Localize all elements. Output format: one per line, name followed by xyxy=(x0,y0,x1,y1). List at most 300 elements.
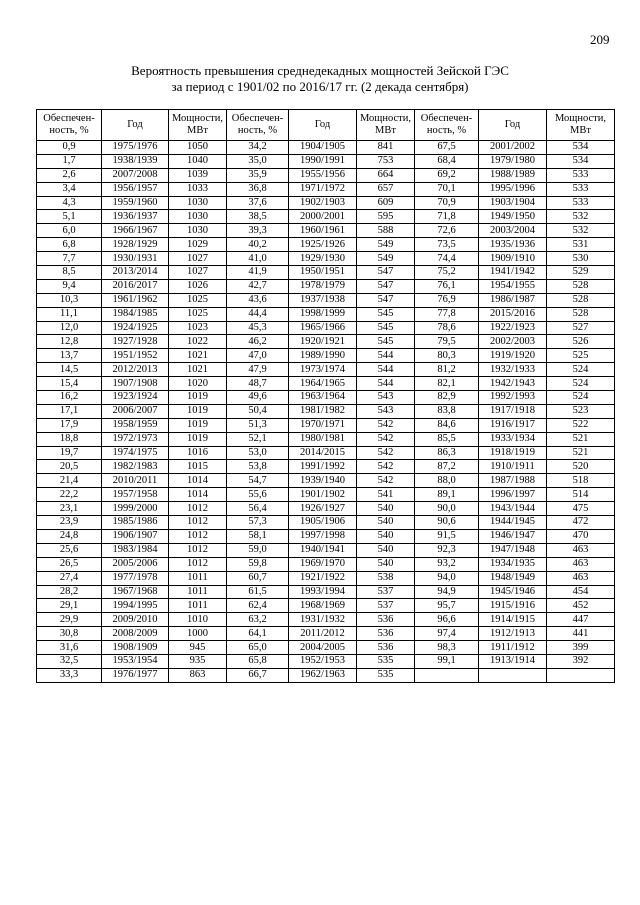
probability-cell: 84,6 xyxy=(415,418,479,432)
probability-cell: 17,9 xyxy=(37,418,102,432)
year-cell: 1903/1904 xyxy=(479,196,547,210)
power-cell: 537 xyxy=(357,585,415,599)
title-line-1: Вероятность превышения среднедекадных мощностей Зейской ГЭС xyxy=(131,63,509,78)
probability-cell: 15,4 xyxy=(37,377,102,391)
power-cell: 521 xyxy=(547,446,615,460)
year-cell: 1991/1992 xyxy=(289,460,357,474)
year-cell: 1973/1974 xyxy=(289,363,357,377)
power-cell: 1012 xyxy=(169,557,227,571)
power-cell: 1011 xyxy=(169,571,227,585)
year-cell: 1986/1987 xyxy=(479,293,547,307)
probability-cell: 1,7 xyxy=(37,154,102,168)
probability-cell: 74,4 xyxy=(415,252,479,266)
power-cell: 1025 xyxy=(169,293,227,307)
power-cell: 540 xyxy=(357,557,415,571)
table-row xyxy=(37,488,615,502)
year-cell: 1926/1927 xyxy=(289,502,357,516)
header-power-1: Мощности, МВт xyxy=(169,110,227,141)
power-cell: 1019 xyxy=(169,418,227,432)
year-cell: 1927/1928 xyxy=(102,335,169,349)
power-cell: 536 xyxy=(357,641,415,655)
table-row xyxy=(37,474,615,488)
probability-cell: 90,6 xyxy=(415,516,479,530)
probability-cell: 83,8 xyxy=(415,404,479,418)
year-cell: 2014/2015 xyxy=(289,446,357,460)
year-cell: 1992/1993 xyxy=(479,391,547,405)
title-line-2: за период с 1901/02 по 2016/17 гг. (2 декада сентября) xyxy=(171,79,469,94)
probability-cell: 70,1 xyxy=(415,182,479,196)
power-cell: 664 xyxy=(357,168,415,182)
power-cell: 543 xyxy=(357,404,415,418)
probability-cell: 19,7 xyxy=(37,446,102,460)
power-cell: 1027 xyxy=(169,252,227,266)
year-cell: 1902/1903 xyxy=(289,196,357,210)
probability-table xyxy=(36,109,615,683)
year-cell: 1914/1915 xyxy=(479,613,547,627)
probability-cell: 16,2 xyxy=(37,391,102,405)
power-cell: 1019 xyxy=(169,432,227,446)
power-cell: 1030 xyxy=(169,224,227,238)
table-body xyxy=(37,141,615,683)
year-cell: 2005/2006 xyxy=(102,557,169,571)
year-cell: 2003/2004 xyxy=(479,224,547,238)
power-cell: 524 xyxy=(547,391,615,405)
probability-cell: 34,2 xyxy=(227,141,289,155)
probability-cell: 89,1 xyxy=(415,488,479,502)
probability-cell: 70,9 xyxy=(415,196,479,210)
power-cell: 522 xyxy=(547,418,615,432)
year-cell: 1911/1912 xyxy=(479,641,547,655)
year-cell: 1901/1902 xyxy=(289,488,357,502)
probability-cell: 48,7 xyxy=(227,377,289,391)
power-cell: 1030 xyxy=(169,196,227,210)
power-cell: 1019 xyxy=(169,391,227,405)
probability-cell: 22,2 xyxy=(37,488,102,502)
power-cell: 1039 xyxy=(169,168,227,182)
power-cell: 547 xyxy=(357,279,415,293)
probability-cell: 57,3 xyxy=(227,516,289,530)
probability-cell: 4,3 xyxy=(37,196,102,210)
year-cell: 1951/1952 xyxy=(102,349,169,363)
probability-cell: 23,1 xyxy=(37,502,102,516)
power-cell: 533 xyxy=(547,182,615,196)
table-row xyxy=(37,599,615,613)
power-cell: 542 xyxy=(357,474,415,488)
year-cell: 1938/1939 xyxy=(102,154,169,168)
probability-cell: 42,7 xyxy=(227,279,289,293)
year-cell: 1910/1911 xyxy=(479,460,547,474)
power-cell: 537 xyxy=(357,599,415,613)
year-cell: 1949/1950 xyxy=(479,210,547,224)
power-cell: 524 xyxy=(547,377,615,391)
power-cell: 524 xyxy=(547,363,615,377)
probability-cell: 33,3 xyxy=(37,668,102,682)
year-cell: 1947/1948 xyxy=(479,543,547,557)
power-cell: 1050 xyxy=(169,141,227,155)
year-cell: 1940/1941 xyxy=(289,543,357,557)
probability-cell: 56,4 xyxy=(227,502,289,516)
year-cell xyxy=(479,668,547,682)
power-cell: 1029 xyxy=(169,238,227,252)
probability-cell: 93,2 xyxy=(415,557,479,571)
year-cell: 1941/1942 xyxy=(479,266,547,280)
year-cell: 1956/1957 xyxy=(102,182,169,196)
year-cell: 1915/1916 xyxy=(479,599,547,613)
power-cell: 1030 xyxy=(169,210,227,224)
power-cell: 1014 xyxy=(169,474,227,488)
table-header-row xyxy=(37,110,615,141)
power-cell: 841 xyxy=(357,141,415,155)
year-cell: 1976/1977 xyxy=(102,668,169,682)
year-cell: 1996/1997 xyxy=(479,488,547,502)
probability-cell: 35,9 xyxy=(227,168,289,182)
probability-cell: 10,3 xyxy=(37,293,102,307)
year-cell: 1999/2000 xyxy=(102,502,169,516)
power-cell: 536 xyxy=(357,627,415,641)
power-cell: 528 xyxy=(547,279,615,293)
year-cell: 1962/1963 xyxy=(289,668,357,682)
table-row xyxy=(37,585,615,599)
year-cell: 1936/1937 xyxy=(102,210,169,224)
year-cell: 1922/1923 xyxy=(479,321,547,335)
probability-cell: 44,4 xyxy=(227,307,289,321)
probability-cell: 60,7 xyxy=(227,571,289,585)
power-cell: 549 xyxy=(357,252,415,266)
power-cell: 536 xyxy=(357,613,415,627)
header-year-2: Год xyxy=(289,110,357,141)
power-cell: 540 xyxy=(357,502,415,516)
year-cell: 1918/1919 xyxy=(479,446,547,460)
probability-cell: 38,5 xyxy=(227,210,289,224)
power-cell: 543 xyxy=(357,391,415,405)
probability-cell: 94,9 xyxy=(415,585,479,599)
year-cell: 1948/1949 xyxy=(479,571,547,585)
probability-cell: 99,1 xyxy=(415,654,479,668)
table-row xyxy=(37,266,615,280)
probability-cell: 7,7 xyxy=(37,252,102,266)
year-cell: 1957/1958 xyxy=(102,488,169,502)
table-row xyxy=(37,377,615,391)
table-row xyxy=(37,543,615,557)
probability-cell: 72,6 xyxy=(415,224,479,238)
probability-cell: 24,8 xyxy=(37,529,102,543)
probability-cell: 37,6 xyxy=(227,196,289,210)
power-cell: 1000 xyxy=(169,627,227,641)
table-row xyxy=(37,224,615,238)
year-cell: 1961/1962 xyxy=(102,293,169,307)
year-cell: 2001/2002 xyxy=(479,141,547,155)
probability-cell: 25,6 xyxy=(37,543,102,557)
year-cell: 1928/1929 xyxy=(102,238,169,252)
power-cell: 1023 xyxy=(169,321,227,335)
table-row xyxy=(37,446,615,460)
probability-cell: 51,3 xyxy=(227,418,289,432)
year-cell: 1967/1968 xyxy=(102,585,169,599)
year-cell: 1942/1943 xyxy=(479,377,547,391)
power-cell: 520 xyxy=(547,460,615,474)
probability-cell: 95,7 xyxy=(415,599,479,613)
year-cell: 1905/1906 xyxy=(289,516,357,530)
probability-cell: 79,5 xyxy=(415,335,479,349)
year-cell: 1943/1944 xyxy=(479,502,547,516)
power-cell: 526 xyxy=(547,335,615,349)
power-cell: 547 xyxy=(357,266,415,280)
year-cell: 1960/1961 xyxy=(289,224,357,238)
probability-cell: 45,3 xyxy=(227,321,289,335)
table-row xyxy=(37,196,615,210)
year-cell: 1966/1967 xyxy=(102,224,169,238)
power-cell: 441 xyxy=(547,627,615,641)
year-cell: 1979/1980 xyxy=(479,154,547,168)
power-cell: 1016 xyxy=(169,446,227,460)
probability-cell: 86,3 xyxy=(415,446,479,460)
power-cell: 1010 xyxy=(169,613,227,627)
power-cell: 863 xyxy=(169,668,227,682)
probability-cell: 62,4 xyxy=(227,599,289,613)
year-cell: 1944/1945 xyxy=(479,516,547,530)
year-cell: 1959/1960 xyxy=(102,196,169,210)
year-cell: 1935/1936 xyxy=(479,238,547,252)
power-cell: 535 xyxy=(357,668,415,682)
year-cell: 2000/2001 xyxy=(289,210,357,224)
probability-cell: 75,2 xyxy=(415,266,479,280)
table-row xyxy=(37,335,615,349)
table-row xyxy=(37,363,615,377)
probability-cell: 92,3 xyxy=(415,543,479,557)
year-cell: 1931/1932 xyxy=(289,613,357,627)
year-cell: 1946/1947 xyxy=(479,529,547,543)
power-cell: 542 xyxy=(357,446,415,460)
document-title xyxy=(0,63,640,95)
power-cell: 753 xyxy=(357,154,415,168)
year-cell: 2011/2012 xyxy=(289,627,357,641)
power-cell: 1027 xyxy=(169,266,227,280)
year-cell: 2004/2005 xyxy=(289,641,357,655)
year-cell: 1958/1959 xyxy=(102,418,169,432)
probability-cell: 39,3 xyxy=(227,224,289,238)
probability-cell: 82,9 xyxy=(415,391,479,405)
table-row xyxy=(37,516,615,530)
power-cell: 1022 xyxy=(169,335,227,349)
probability-cell: 87,2 xyxy=(415,460,479,474)
probability-cell: 6,8 xyxy=(37,238,102,252)
power-cell: 527 xyxy=(547,321,615,335)
probability-cell: 9,4 xyxy=(37,279,102,293)
power-cell: 1011 xyxy=(169,599,227,613)
probability-cell: 53,0 xyxy=(227,446,289,460)
probability-cell: 85,5 xyxy=(415,432,479,446)
year-cell: 1969/1970 xyxy=(289,557,357,571)
year-cell: 1985/1986 xyxy=(102,516,169,530)
probability-cell: 71,8 xyxy=(415,210,479,224)
power-cell: 544 xyxy=(357,377,415,391)
year-cell: 1933/1934 xyxy=(479,432,547,446)
probability-cell: 32,5 xyxy=(37,654,102,668)
probability-cell: 23,9 xyxy=(37,516,102,530)
power-cell: 544 xyxy=(357,363,415,377)
year-cell: 1923/1924 xyxy=(102,391,169,405)
power-cell: 1026 xyxy=(169,279,227,293)
probability-cell: 96,6 xyxy=(415,613,479,627)
probability-cell: 69,2 xyxy=(415,168,479,182)
power-cell: 945 xyxy=(169,641,227,655)
power-cell: 532 xyxy=(547,210,615,224)
year-cell: 1924/1925 xyxy=(102,321,169,335)
probability-cell: 29,1 xyxy=(37,599,102,613)
table-row xyxy=(37,557,615,571)
power-cell xyxy=(547,668,615,682)
year-cell: 2013/2014 xyxy=(102,266,169,280)
probability-cell: 77,8 xyxy=(415,307,479,321)
power-cell: 531 xyxy=(547,238,615,252)
year-cell: 1954/1955 xyxy=(479,279,547,293)
power-cell: 392 xyxy=(547,654,615,668)
probability-cell: 8,5 xyxy=(37,266,102,280)
year-cell: 1909/1910 xyxy=(479,252,547,266)
probability-cell: 66,7 xyxy=(227,668,289,682)
table-row xyxy=(37,654,615,668)
probability-cell: 36,8 xyxy=(227,182,289,196)
power-cell: 529 xyxy=(547,266,615,280)
probability-cell: 73,5 xyxy=(415,238,479,252)
power-cell: 595 xyxy=(357,210,415,224)
probability-cell: 76,1 xyxy=(415,279,479,293)
table-row xyxy=(37,668,615,682)
header-year-3: Год xyxy=(479,110,547,141)
power-cell: 1012 xyxy=(169,516,227,530)
power-cell: 1011 xyxy=(169,585,227,599)
probability-cell: 78,6 xyxy=(415,321,479,335)
table-row xyxy=(37,154,615,168)
power-cell: 544 xyxy=(357,349,415,363)
table-row xyxy=(37,404,615,418)
power-cell: 1021 xyxy=(169,363,227,377)
power-cell: 399 xyxy=(547,641,615,655)
probability-cell: 61,5 xyxy=(227,585,289,599)
probability-cell: 58,1 xyxy=(227,529,289,543)
power-cell: 532 xyxy=(547,224,615,238)
year-cell: 1937/1938 xyxy=(289,293,357,307)
probability-cell: 76,9 xyxy=(415,293,479,307)
power-cell: 935 xyxy=(169,654,227,668)
year-cell: 2016/2017 xyxy=(102,279,169,293)
year-cell: 2002/2003 xyxy=(479,335,547,349)
year-cell: 1916/1917 xyxy=(479,418,547,432)
power-cell: 609 xyxy=(357,196,415,210)
year-cell: 1950/1951 xyxy=(289,266,357,280)
year-cell: 1908/1909 xyxy=(102,641,169,655)
probability-cell: 6,0 xyxy=(37,224,102,238)
year-cell: 1945/1946 xyxy=(479,585,547,599)
power-cell: 452 xyxy=(547,599,615,613)
table-row xyxy=(37,627,615,641)
year-cell: 1982/1983 xyxy=(102,460,169,474)
power-cell: 542 xyxy=(357,460,415,474)
year-cell: 1963/1964 xyxy=(289,391,357,405)
year-cell: 1939/1940 xyxy=(289,474,357,488)
year-cell: 1932/1933 xyxy=(479,363,547,377)
table-row xyxy=(37,613,615,627)
power-cell: 463 xyxy=(547,557,615,571)
year-cell: 1964/1965 xyxy=(289,377,357,391)
year-cell: 1920/1921 xyxy=(289,335,357,349)
table-row xyxy=(37,529,615,543)
year-cell: 1984/1985 xyxy=(102,307,169,321)
probability-cell xyxy=(415,668,479,682)
power-cell: 463 xyxy=(547,543,615,557)
probability-cell: 59,8 xyxy=(227,557,289,571)
year-cell: 1925/1926 xyxy=(289,238,357,252)
year-cell: 1988/1989 xyxy=(479,168,547,182)
probability-cell: 12,0 xyxy=(37,321,102,335)
power-cell: 1015 xyxy=(169,460,227,474)
probability-cell: 64,1 xyxy=(227,627,289,641)
year-cell: 2006/2007 xyxy=(102,404,169,418)
power-cell: 1012 xyxy=(169,529,227,543)
power-cell: 514 xyxy=(547,488,615,502)
year-cell: 1955/1956 xyxy=(289,168,357,182)
power-cell: 1019 xyxy=(169,404,227,418)
year-cell: 1974/1975 xyxy=(102,446,169,460)
probability-cell: 17,1 xyxy=(37,404,102,418)
year-cell: 2008/2009 xyxy=(102,627,169,641)
probability-cell: 53,8 xyxy=(227,460,289,474)
probability-cell: 88,0 xyxy=(415,474,479,488)
year-cell: 1953/1954 xyxy=(102,654,169,668)
probability-cell: 91,5 xyxy=(415,529,479,543)
year-cell: 1930/1931 xyxy=(102,252,169,266)
probability-cell: 29,9 xyxy=(37,613,102,627)
probability-cell: 11,1 xyxy=(37,307,102,321)
header-year-1: Год xyxy=(102,110,169,141)
year-cell: 2012/2013 xyxy=(102,363,169,377)
power-cell: 538 xyxy=(357,571,415,585)
probability-cell: 27,4 xyxy=(37,571,102,585)
power-cell: 657 xyxy=(357,182,415,196)
probability-cell: 26,5 xyxy=(37,557,102,571)
power-cell: 454 xyxy=(547,585,615,599)
probability-cell: 0,9 xyxy=(37,141,102,155)
power-cell: 521 xyxy=(547,432,615,446)
power-cell: 535 xyxy=(357,654,415,668)
probability-cell: 20,5 xyxy=(37,460,102,474)
header-probability-2: Обеспечен-ность, % xyxy=(227,110,289,141)
probability-cell: 5,1 xyxy=(37,210,102,224)
power-cell: 588 xyxy=(357,224,415,238)
probability-cell: 46,2 xyxy=(227,335,289,349)
header-power-3: Мощности, МВт xyxy=(547,110,615,141)
year-cell: 1989/1990 xyxy=(289,349,357,363)
power-cell: 1014 xyxy=(169,488,227,502)
probability-cell: 49,6 xyxy=(227,391,289,405)
probability-cell: 43,6 xyxy=(227,293,289,307)
probability-cell: 90,0 xyxy=(415,502,479,516)
year-cell: 1993/1994 xyxy=(289,585,357,599)
year-cell: 1913/1914 xyxy=(479,654,547,668)
probability-cell: 65,0 xyxy=(227,641,289,655)
year-cell: 1952/1953 xyxy=(289,654,357,668)
probability-cell: 47,9 xyxy=(227,363,289,377)
probability-cell: 30,8 xyxy=(37,627,102,641)
year-cell: 1919/1920 xyxy=(479,349,547,363)
table-row xyxy=(37,293,615,307)
power-cell: 1025 xyxy=(169,307,227,321)
power-cell: 1020 xyxy=(169,377,227,391)
power-cell: 545 xyxy=(357,321,415,335)
year-cell: 1970/1971 xyxy=(289,418,357,432)
year-cell: 1906/1907 xyxy=(102,529,169,543)
table-row xyxy=(37,391,615,405)
